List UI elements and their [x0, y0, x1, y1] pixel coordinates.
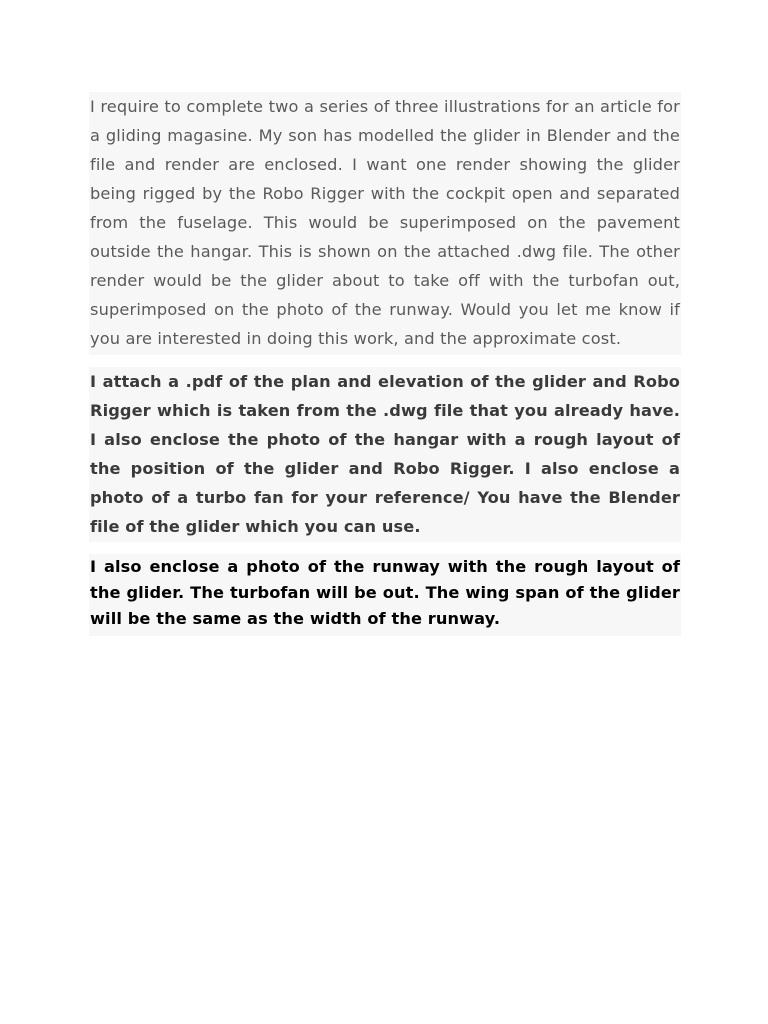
document-page — [89, 92, 681, 636]
paragraph-runway: I also enclose a photo of the runway with the rough layout of the glider. The turbofan will be out. The wing span of the glider will be the same as the width of the runway. — [89, 554, 681, 636]
paragraph-request: I require to complete two a series of three illustrations for an article for a gliding magasine. My son has modelled the glider in Blender and the file and render are enclosed. I want one render showing the glider being rigged by the Robo Rigger with the cockpit open and separated from the fuselage. This would be superimposed on the pavement outside the hangar. This is shown on the attached .dwg file. The other render would be the glider about to take off with the turbofan out, superimposed on the photo of the runway. Would you let me know if you are interested in doing this work, and the approximate cost. — [89, 92, 681, 355]
paragraph-attachments: I attach a .pdf of the plan and elevation of the glider and Robo Rigger which is taken from the .dwg file that you already have. I also enclose the photo of the hangar with a rough layout of the position of the glider and Robo Rigger. I also enclose a photo of a turbo fan for your reference/ You have the Blender file of the glider which you can use. — [89, 367, 681, 542]
